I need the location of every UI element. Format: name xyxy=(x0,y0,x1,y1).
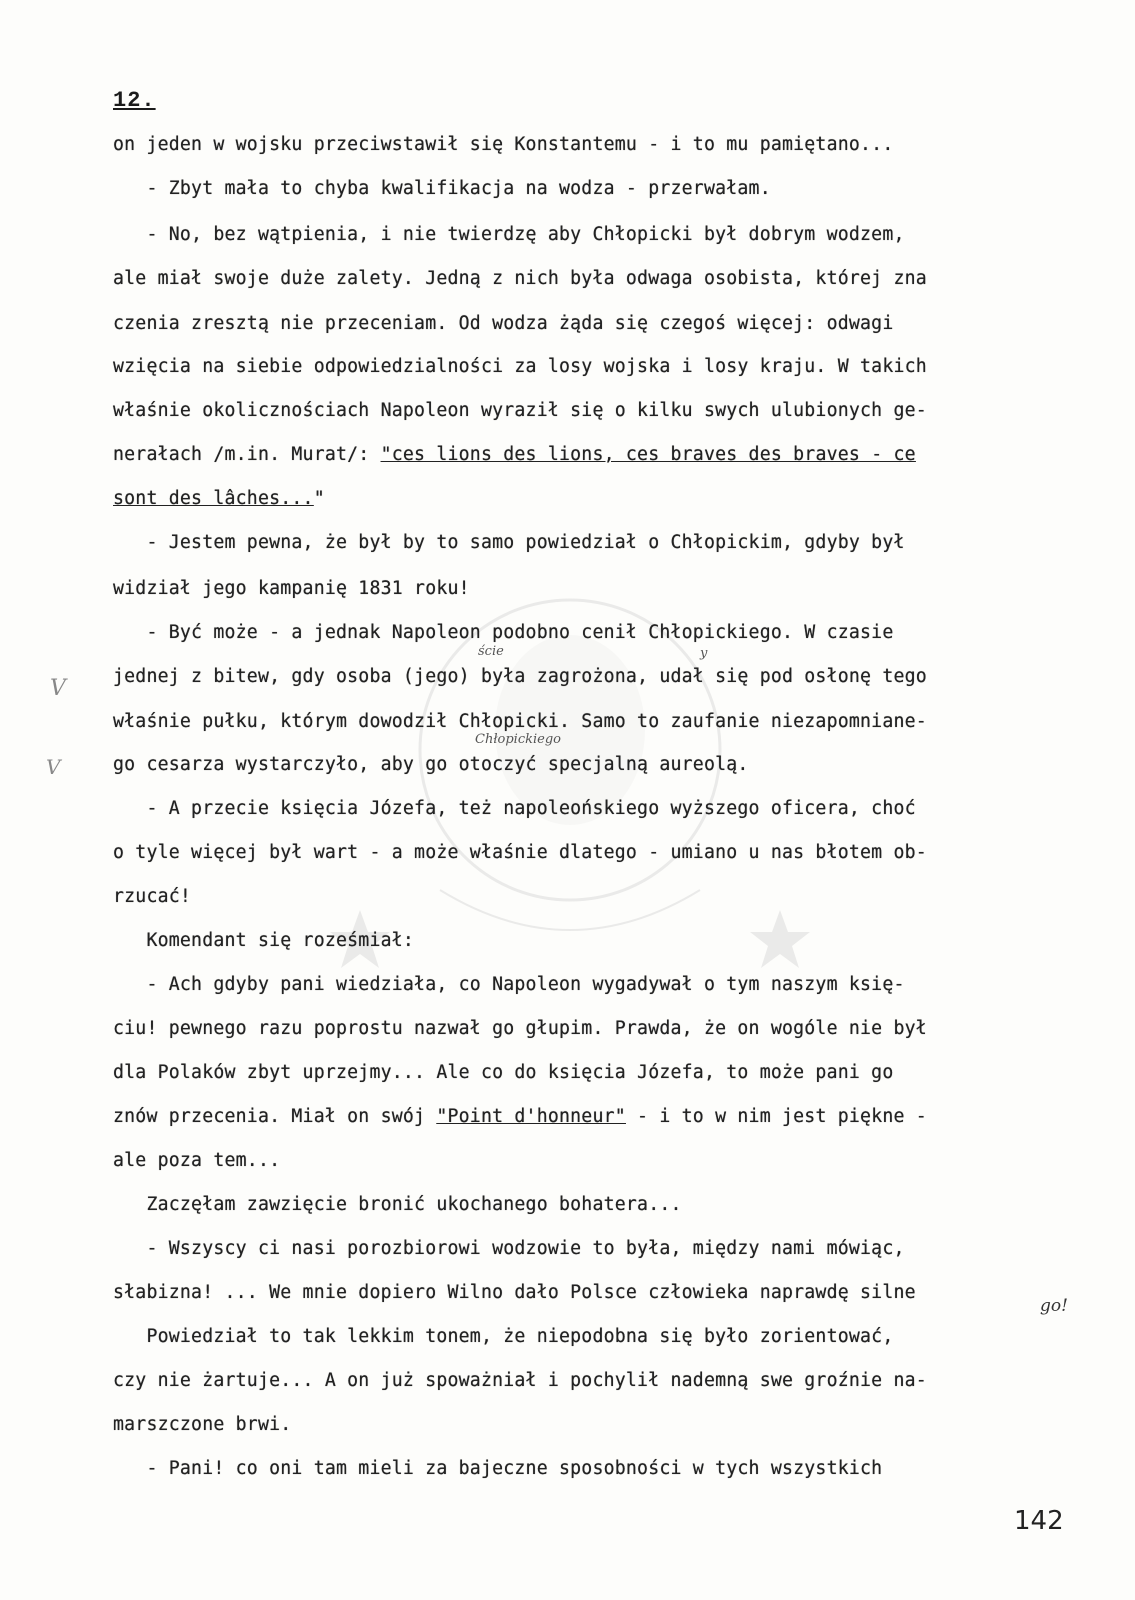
handwritten-insertion: ście xyxy=(478,644,504,659)
text-line: jednej z bitew, gdy osoba (jego) była zagrożona, udał się pod osłonę tego xyxy=(113,666,927,687)
text-line: - Jestem pewna, że był by to samo powiedział o Chłopickim, gdyby był xyxy=(113,532,905,553)
correction-go: go! xyxy=(1040,1296,1068,1316)
text-line: właśnie pułku, którym dowodził Chłopicki. Samo to zaufanie niezapomniane- xyxy=(113,711,927,732)
text-line: - Pani! co oni tam mieli za bajeczne sposobności w tych wszystkich xyxy=(113,1458,883,1479)
text-line: ale poza tem... xyxy=(113,1150,281,1171)
folio-number: 142 xyxy=(1014,1506,1064,1536)
napoleon-quote-continued: sont des lâches... xyxy=(113,488,314,509)
text-line: o tyle więcej był wart - a może właśnie dlatego - umiano u nas błotem ob- xyxy=(113,842,927,863)
margin-check-mark: V xyxy=(46,755,61,779)
napoleon-quote: "ces lions des lions, ces braves des braves - ce xyxy=(380,444,916,465)
margin-check-mark: V xyxy=(50,676,66,701)
text-line: rzucać! xyxy=(113,886,192,907)
text-line: Zaczęłam zawzięcie bronić ukochanego bohatera... xyxy=(113,1194,682,1215)
text-line: właśnie okolicznościach Napoleon wyraził się o kilku swych ulubionych ge- xyxy=(113,400,927,421)
text-line: Powiedział to tak lekkim tonem, że niepodobna się było zorientować, xyxy=(113,1326,894,1347)
text-line: widział jego kampanię 1831 roku! xyxy=(113,578,470,599)
handwritten-insertion: y xyxy=(700,646,708,661)
text-line xyxy=(113,442,916,468)
text-segment: - i to w nim jest piękne - xyxy=(625,1106,927,1127)
text-line: go cesarza wystarczyło, aby go otoczyć specjalną aureolą. xyxy=(113,754,749,775)
text-line: - Być może - a jednak Napoleon podobno cenił Chłopickiego. W czasie xyxy=(113,622,894,643)
text-line: dla Polaków zbyt uprzejmy... Ale co do księcia Józefa, to może pani go xyxy=(113,1062,894,1083)
text-segment: nerałach /m.in. Murat/: xyxy=(113,444,381,465)
text-line xyxy=(113,486,325,512)
handwritten-insertion: Chłopickiego xyxy=(475,732,561,747)
text-line: - Zbyt mała to chyba kwalifikacja na wodza - przerwałam. xyxy=(113,178,771,199)
text-line: on jeden w wojsku przeciwstawił się Konstantemu - i to mu pamiętano... xyxy=(113,134,894,155)
text-segment: znów przecenia. Miał on swój xyxy=(113,1106,437,1127)
page-number: 12. xyxy=(113,88,156,113)
text-line: ciu! pewnego razu poprostu nazwał go głupim. Prawda, że on wogóle nie był xyxy=(113,1018,927,1039)
quote-close: " xyxy=(313,488,325,509)
text-line: czy nie żartuje... A on już spoważniał i pochylił nademną swe groźnie na- xyxy=(113,1370,927,1391)
text-line: - A przecie księcia Józefa, też napoleońskiego wyższego oficera, choć xyxy=(113,798,916,819)
text-line: słabizna! ... We mnie dopiero Wilno dało Polsce człowieka naprawdę silne xyxy=(113,1282,916,1303)
text-line xyxy=(113,1104,927,1130)
text-line: czenia zresztą nie przeceniam. Od wodza żąda się czegoś więcej: odwagi xyxy=(113,313,894,334)
text-line: marszczone brwi. xyxy=(113,1414,292,1435)
point-honneur-phrase: "Point d'honneur" xyxy=(436,1106,626,1127)
text-line: - Ach gdyby pani wiedziała, co Napoleon wygadywał o tym naszym księ- xyxy=(113,974,905,995)
text-line: Komendant się roześmiał: xyxy=(113,930,415,951)
text-line: ale miał swoje duże zalety. Jedną z nich była odwaga osobista, której zna xyxy=(113,268,927,289)
text-line: - No, bez wątpienia, i nie twierdzę aby Chłopicki był dobrym wodzem, xyxy=(113,224,905,245)
text-line: wzięcia na siebie odpowiedzialności za losy wojska i losy kraju. W takich xyxy=(113,356,927,377)
text-line: - Wszyscy ci nasi porozbiorowi wodzowie to była, między nami mówiąc, xyxy=(113,1238,905,1259)
